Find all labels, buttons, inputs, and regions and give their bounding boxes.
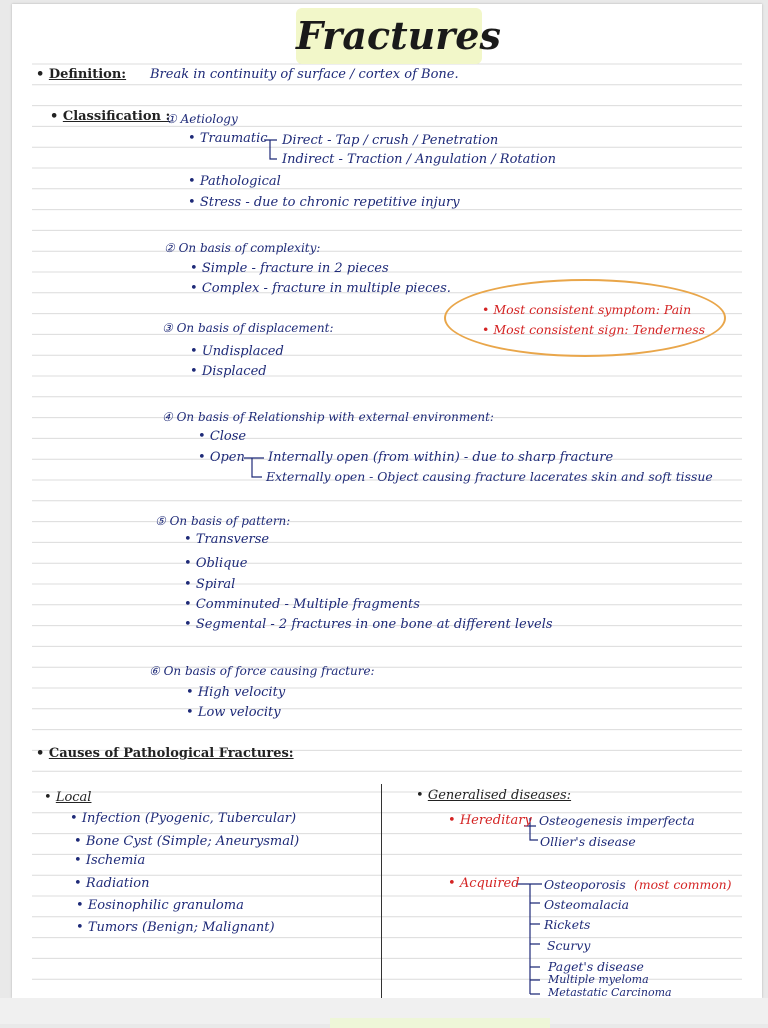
pattern-item: • Comminuted - Multiple fragments [184,597,420,612]
acquired-label: • Acquired [448,876,520,891]
stress-item: • Stress - due to chronic repetitive injury [188,195,460,210]
next-page-title-highlight [330,1018,550,1028]
symptom-note: • Most consistent symptom: Pain [482,302,692,317]
complexity-heading: ② On basis of complexity: [164,241,321,255]
external-item: Externally open - Object causing fracture lacerates skin and soft tissue [266,469,713,484]
acquired-item: Rickets [544,917,591,932]
osteoporosis-item: Osteoporosis [544,877,626,892]
acquired-item: Multiple myeloma [548,973,649,986]
classification-label: • Classification : [50,109,171,124]
acquired-bracket [516,884,542,994]
notebook-page [12,4,762,998]
local-heading: • Local [44,790,92,805]
hereditary-item: Ollier's disease [540,834,636,849]
page-title: Fractures [296,13,501,58]
local-item: • Bone Cyst (Simple; Aneurysmal) [74,834,300,849]
column-divider [381,784,382,998]
local-item: • Eosinophilic granuloma [76,898,244,913]
internal-item: Internally open (from within) - due to sharp fracture [268,450,614,465]
direct-item: Direct - Tap / crush / Penetration [282,133,499,148]
title-highlight [296,8,501,64]
force-heading: ⑥ On basis of force causing fracture: [149,664,375,678]
open-bracket [244,458,264,477]
local-item: • Radiation [74,876,150,891]
pattern-item: • Transverse [184,532,270,547]
pattern-item: • Spiral [184,577,236,592]
local-item: • Tumors (Benign; Malignant) [76,920,275,935]
hereditary-item: Osteogenesis imperfecta [539,813,695,828]
acquired-item: Osteomalacia [544,897,630,912]
most-common-note: (most common) [634,877,732,892]
open-item: • Open [198,450,245,465]
aetiology-heading: ① Aetiology [166,112,238,126]
pattern-item: • Oblique [184,556,248,571]
hereditary-label: • Hereditary [448,813,532,828]
pattern-item: • Segmental - 2 fractures in one bone at different levels [184,617,553,632]
acquired-item: Scurvy [547,938,591,953]
acquired-item: Metastatic Carcinoma [548,986,672,998]
pathological-item: • Pathological [188,174,281,189]
local-item: • Infection (Pyogenic, Tubercular) [70,811,297,826]
acquired-item: Paget's disease [548,959,644,974]
note-circle [444,279,726,357]
definition-text: Break in continuity of surface / cortex of Bone. [150,67,459,82]
simple-item: • Simple - fracture in 2 pieces [190,261,389,276]
displacement-heading: ③ On basis of displacement: [162,321,334,335]
complex-item: • Complex - fracture in multiple pieces. [190,281,451,296]
local-item: • Ischemia [74,853,146,868]
undisplaced-item: • Undisplaced [190,344,284,359]
causes-heading: • Causes of Pathological Fractures: [36,746,294,761]
force-item: • Low velocity [186,705,281,720]
relationship-heading: ④ On basis of Relationship with external environment: [162,410,494,424]
close-item: • Close [198,429,247,444]
force-item: • High velocity [186,685,286,700]
displaced-item: • Displaced [190,364,267,379]
traumatic-item: • Traumatic [188,131,268,146]
definition-label: • Definition: [36,67,127,82]
indirect-item: Indirect - Traction / Angulation / Rotation [282,152,556,167]
pattern-heading: ⑤ On basis of pattern: [155,514,291,528]
generalised-heading: • Generalised diseases: [416,788,572,803]
sign-note: • Most consistent sign: Tenderness [482,322,706,337]
